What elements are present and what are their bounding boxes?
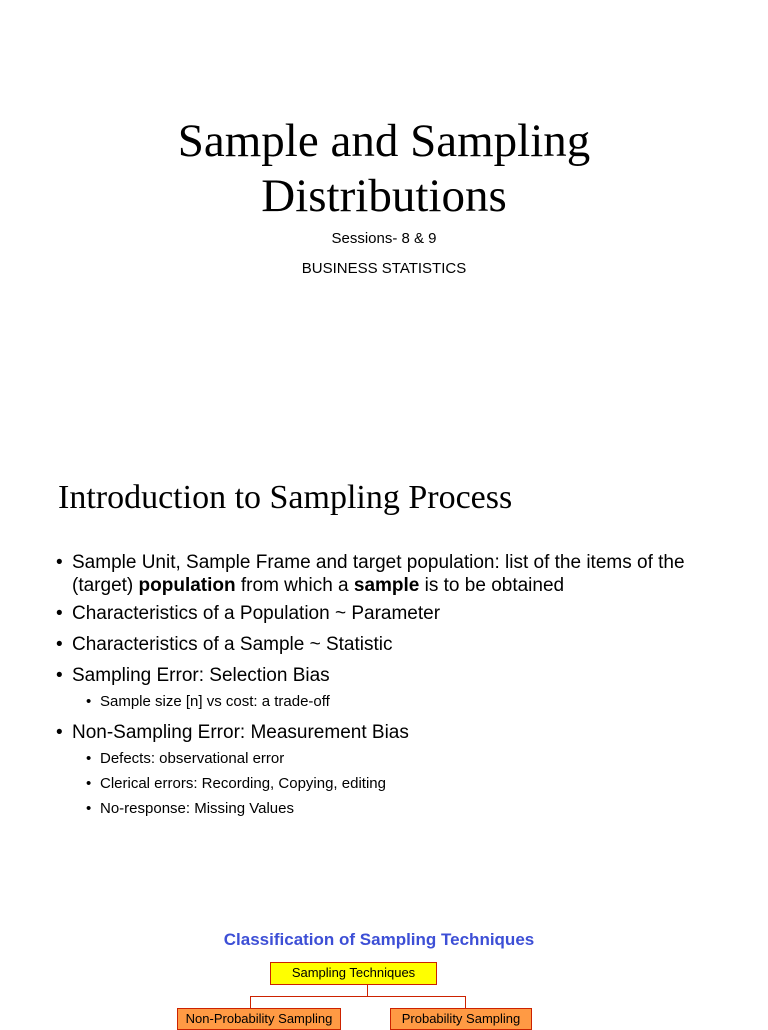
bullet-sample-unit <box>56 551 736 597</box>
slide-title <box>0 114 768 224</box>
connector-right-drop <box>465 996 466 1008</box>
bullet-sampling-error: • Sampling Error: Selection Bias <box>56 664 736 687</box>
bold-term-population: population <box>138 575 236 596</box>
bullet-population-parameter: • Characteristics of a Population ~ Parameter <box>56 602 736 625</box>
connector-vertical-root <box>367 985 368 996</box>
bullet-text: Sample Unit, Sample Frame and target population: list of the items of the (target) <box>72 552 685 596</box>
slide-title-line-1: Sample and Sampling <box>177 115 591 167</box>
connector-left-drop <box>250 996 251 1008</box>
intro-heading: Introduction to Sampling Process <box>58 479 513 516</box>
sub-bullet-clerical-errors: • Clerical errors: Recording, Copying, editing <box>56 774 736 793</box>
intro-bullet-list <box>56 551 736 824</box>
sub-bullet-no-response: • No-response: Missing Values <box>56 799 736 818</box>
sessions-subtitle: Sessions- 8 & 9 <box>331 230 437 247</box>
bullet-text: from which a <box>235 575 354 596</box>
bold-term-sample: sample <box>353 575 420 596</box>
node-non-probability-sampling: Non-Probability Sampling <box>177 1008 341 1030</box>
bullet-sample-statistic: • Characteristics of a Sample ~ Statistic <box>56 633 736 656</box>
course-subtitle: BUSINESS STATISTICS <box>301 260 467 277</box>
slide-title-line-2: Distributions <box>261 170 507 222</box>
intro-slide <box>0 460 768 880</box>
connector-horizontal <box>250 996 466 997</box>
title-slide <box>0 0 768 400</box>
root-node-sampling-techniques: Sampling Techniques <box>270 962 437 985</box>
node-probability-sampling: Probability Sampling <box>390 1008 532 1030</box>
bullet-non-sampling-error: • Non-Sampling Error: Measurement Bias <box>56 721 736 744</box>
classification-title: Classification of Sampling Techniques <box>223 930 535 949</box>
classification-slide <box>0 910 768 1024</box>
bullet-text: is to be obtained <box>419 575 565 596</box>
sub-bullet-defects: • Defects: observational error <box>56 749 736 768</box>
sub-bullet-sample-size: • Sample size [n] vs cost: a trade-off <box>56 692 736 711</box>
